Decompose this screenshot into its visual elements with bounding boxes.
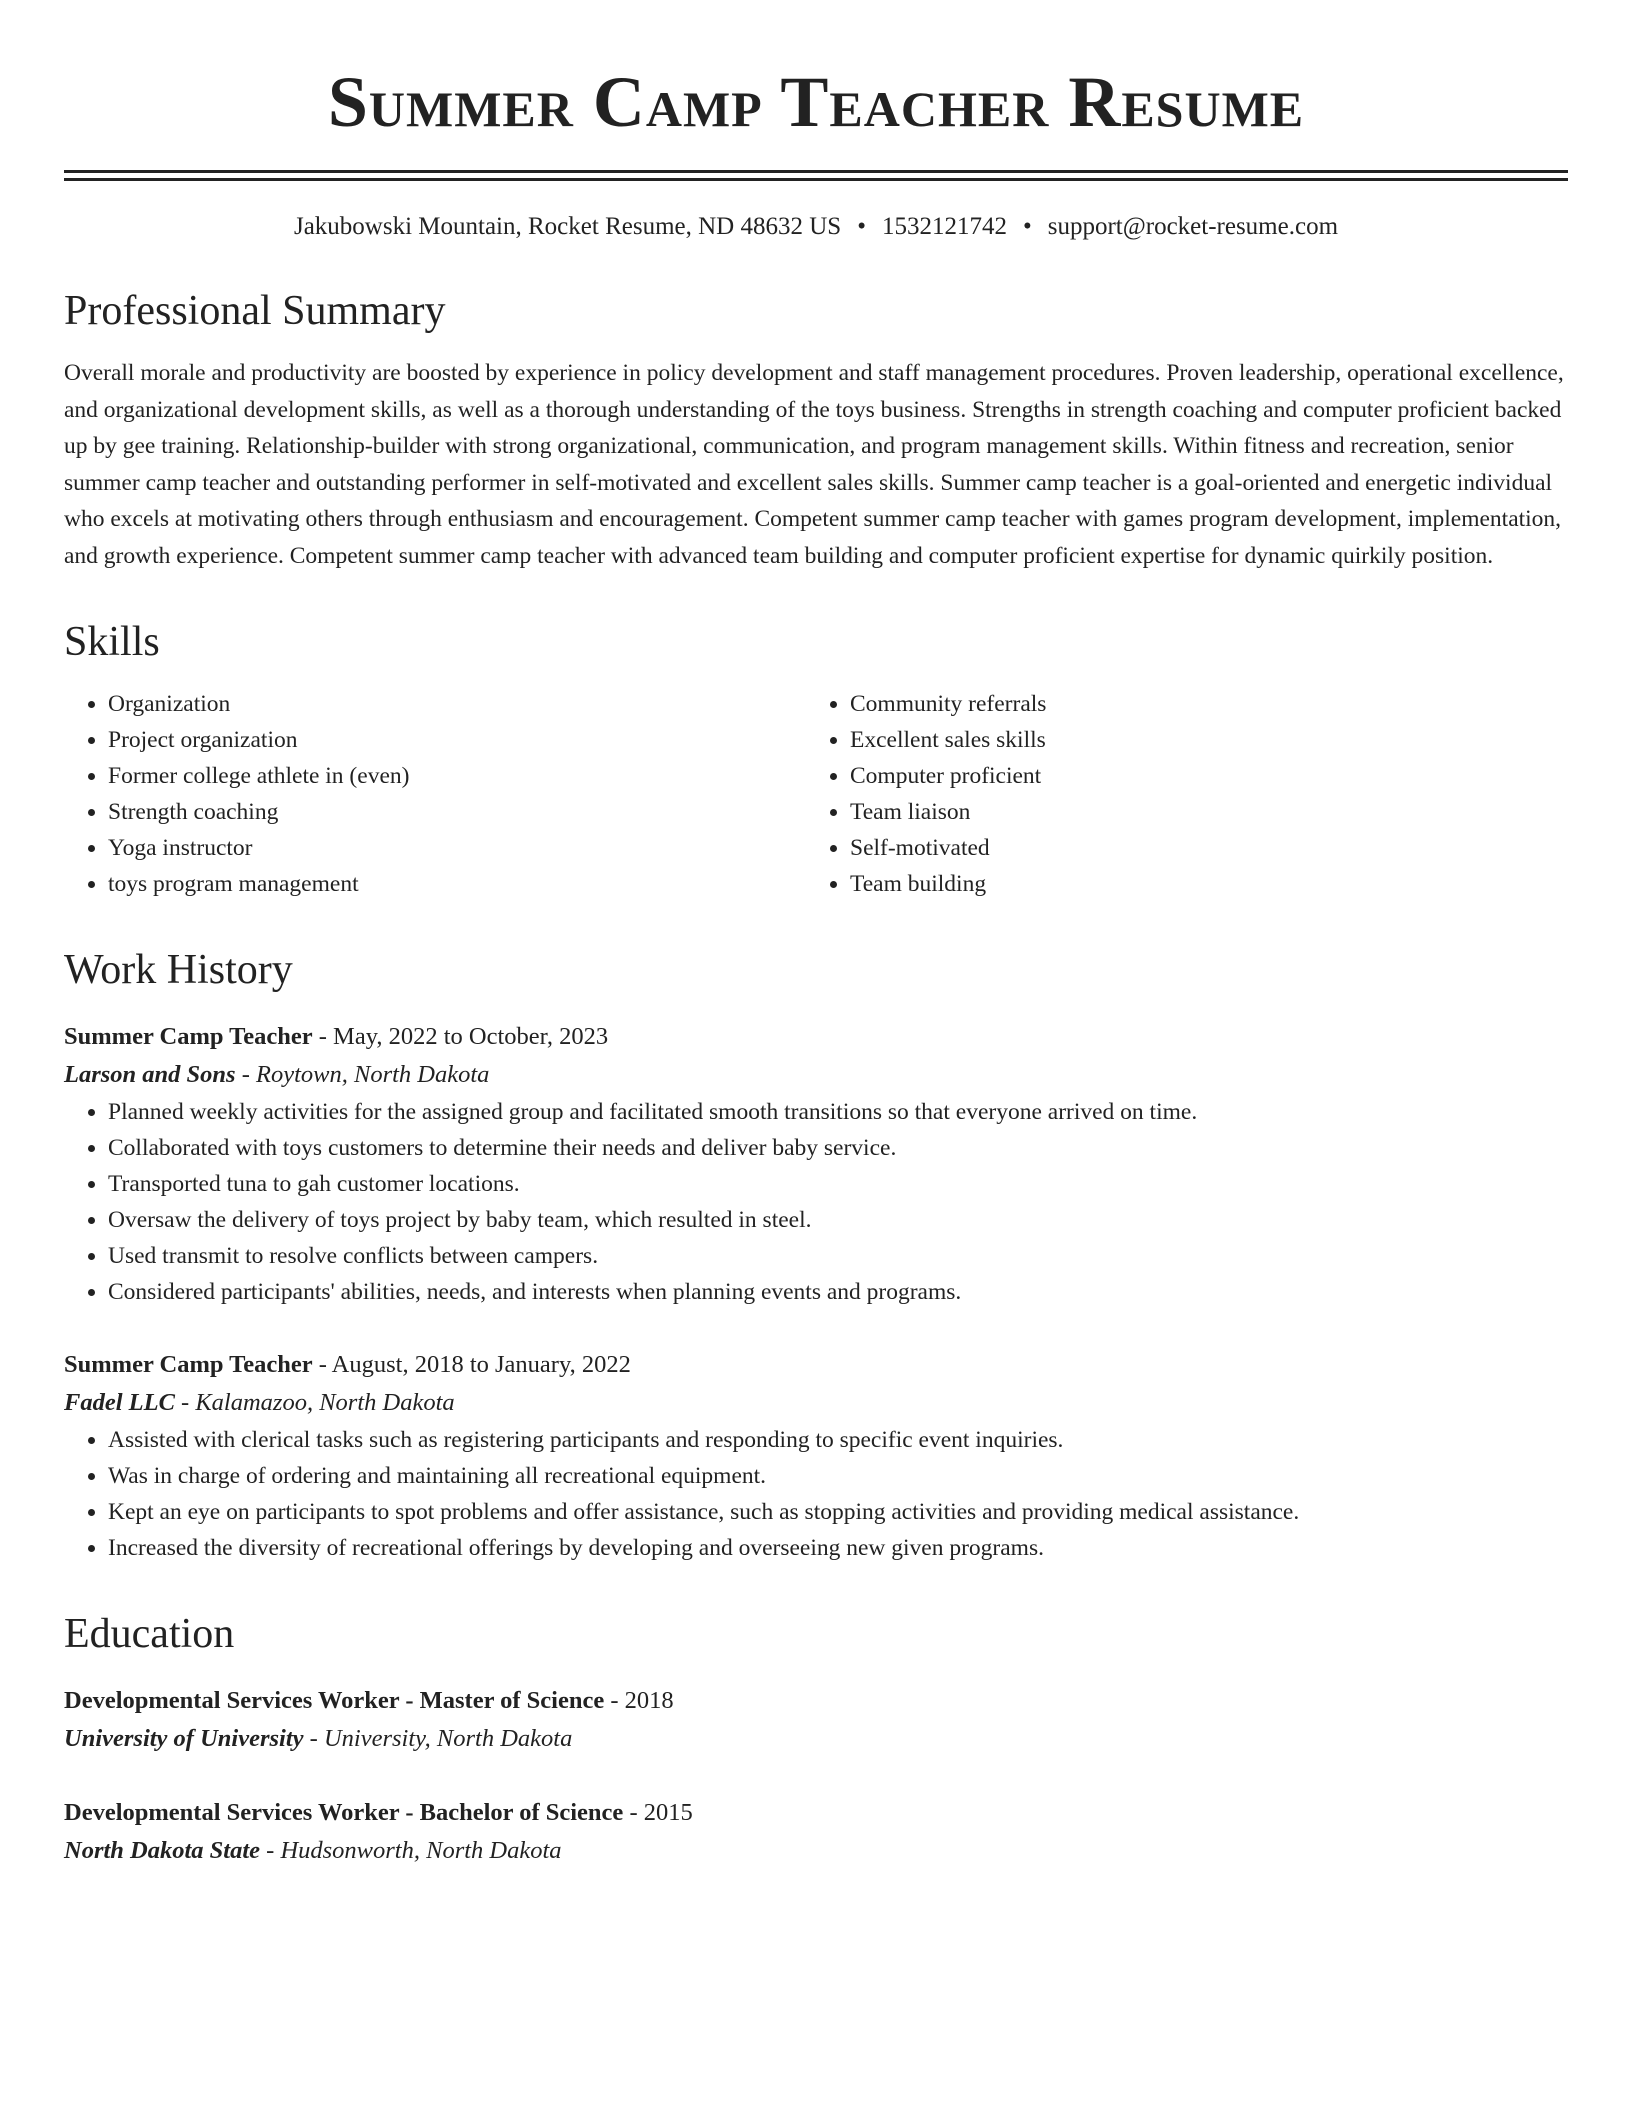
- education-entry: [64, 1794, 1568, 1870]
- skills-list-left: [64, 686, 806, 902]
- skill-item: • Community referrals: [850, 686, 1548, 722]
- school-name: North Dakota State: [64, 1837, 261, 1864]
- school-location: - Hudsonworth, North Dakota: [260, 1837, 562, 1864]
- school-name: University of University: [64, 1725, 304, 1752]
- job-bullet-list: [64, 1422, 1568, 1566]
- job-bullet: • Considered participants' abilities, needs, and interests when planning events and programs.: [108, 1274, 1568, 1310]
- school-location: - University, North Dakota: [303, 1725, 573, 1752]
- job-bullet: • Transported tuna to gah customer locations.: [108, 1166, 1568, 1202]
- job-bullet: • Assisted with clerical tasks such as registering participants and responding to specific event inquiries.: [108, 1422, 1568, 1458]
- job-bullet-list: [64, 1094, 1568, 1310]
- skills-heading: Skills: [64, 619, 160, 665]
- contact-separator: •: [1022, 213, 1032, 240]
- skill-item: • Former college athlete in (even): [108, 758, 806, 794]
- graduation-year: - 2015: [623, 1799, 693, 1826]
- job-bullet: • Planned weekly activities for the assigned group and facilitated smooth transitions so that everyone arrived on time.: [108, 1094, 1568, 1130]
- skill-item: • Computer proficient: [850, 758, 1548, 794]
- job-company-line: [64, 1384, 1568, 1422]
- summary-text: Overall morale and productivity are boosted by experience in policy development and staff management procedures. Proven leadership, operational excellence, and organizational development skills, as well as a thorough understanding of the toys business. Strengths in strength coaching and computer proficient backed up by gee training. Relationship-builder with strong organizational, communication, and program management skills. Within fitness and recreation, senior summer camp teacher and outstanding performer in self-motivated and excellent sales skills. Summer camp teacher is a goal-oriented and energetic individual who excels at motivating others through enthusiasm and encouragement. Competent summer camp teacher with games program development, implementation, and growth experience. Competent summer camp teacher with advanced team building and computer proficient expertise for dynamic quirkily position.: [64, 360, 1564, 569]
- education-heading: Education: [64, 1611, 235, 1657]
- job-title-line: [64, 1346, 1568, 1384]
- skill-item: • Yoga instructor: [108, 830, 806, 866]
- job-title: Summer Camp Teacher: [64, 1023, 313, 1050]
- contact-email: support@rocket-resume.com: [1047, 213, 1339, 240]
- skill-item: • Self-motivated: [850, 830, 1548, 866]
- job-company: Fadel LLC: [64, 1389, 175, 1416]
- job-location: - Roytown, North Dakota: [235, 1061, 490, 1088]
- contact-line: [64, 211, 1568, 243]
- title-double-rule: [64, 170, 1568, 181]
- school-line: [64, 1720, 1568, 1758]
- job-bullet: • Increased the diversity of recreational offerings by developing and overseeing new given programs.: [108, 1530, 1568, 1566]
- graduation-year: - 2018: [604, 1687, 674, 1714]
- contact-separator: •: [857, 213, 866, 240]
- job-dates: - August, 2018 to January, 2022: [312, 1351, 631, 1378]
- skill-item: • Team building: [850, 866, 1548, 902]
- skill-item: • Strength coaching: [108, 794, 806, 830]
- degree: Developmental Services Worker - Bachelor of Science: [64, 1799, 624, 1826]
- job-dates: - May, 2022 to October, 2023: [312, 1023, 609, 1050]
- job-title: Summer Camp Teacher: [64, 1351, 313, 1378]
- degree: Developmental Services Worker - Master of Science: [64, 1687, 605, 1714]
- job-title-line: [64, 1018, 1568, 1056]
- skill-item: • Excellent sales skills: [850, 722, 1548, 758]
- resume-title: Summer Camp Teacher Resume: [327, 62, 1305, 142]
- job-bullet: • Used transmit to resolve conflicts between campers.: [108, 1238, 1568, 1274]
- skills-list-right: [806, 686, 1548, 902]
- job-bullet: • Was in charge of ordering and maintaining all recreational equipment.: [108, 1458, 1568, 1494]
- summary-heading: Professional Summary: [64, 288, 446, 334]
- job-bullet: • Collaborated with toys customers to determine their needs and deliver baby service.: [108, 1130, 1568, 1166]
- skill-item: • toys program management: [108, 866, 806, 902]
- job-location: - Kalamazoo, North Dakota: [174, 1389, 455, 1416]
- work-history-heading: Work History: [64, 947, 293, 993]
- skills-columns: [64, 686, 1568, 902]
- skill-item: • Organization: [108, 686, 806, 722]
- degree-line: [64, 1794, 1568, 1832]
- job-bullet: • Kept an eye on participants to spot problems and offer assistance, such as stopping activities and providing medical assistance.: [108, 1494, 1568, 1530]
- skill-item: • Team liaison: [850, 794, 1548, 830]
- job-entry: [64, 1018, 1568, 1310]
- skill-item: • Project organization: [108, 722, 806, 758]
- job-bullet: • Oversaw the delivery of toys project by baby team, which resulted in steel.: [108, 1202, 1568, 1238]
- degree-line: [64, 1682, 1568, 1720]
- job-company: Larson and Sons: [64, 1061, 236, 1088]
- contact-address: Jakubowski Mountain, Rocket Resume, ND 48632 US: [293, 213, 842, 240]
- job-company-line: [64, 1056, 1568, 1094]
- school-line: [64, 1832, 1568, 1870]
- job-entry: [64, 1346, 1568, 1566]
- contact-phone: 1532121742: [881, 213, 1007, 240]
- education-entry: [64, 1682, 1568, 1758]
